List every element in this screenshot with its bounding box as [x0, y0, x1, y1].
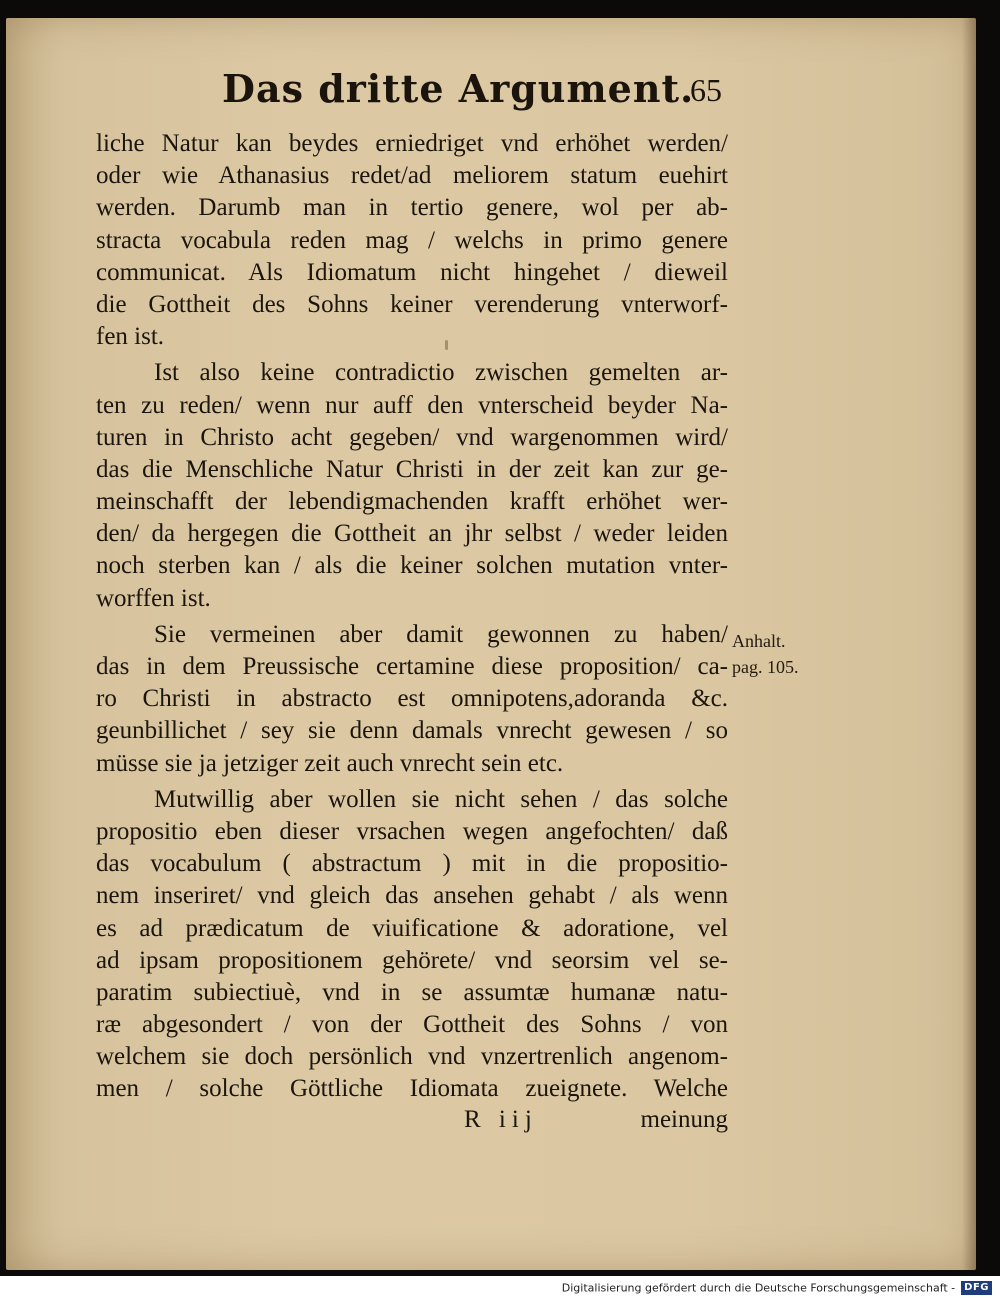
margin-note-page: pag. 105.	[732, 657, 799, 677]
text-line: communicat. Als Idiomatum nicht hingehet / dieweil	[96, 258, 728, 286]
text-line: nem inseriret/ vnd gleich das ansehen gehabt / als wenn	[96, 882, 728, 910]
text-line: den/ da hergegen die Gottheit an jhr selbst / weder leiden	[96, 520, 728, 548]
text-line: ten zu reden/ wenn nur auff den vnterscheid beyder Na-	[96, 391, 728, 419]
text-line: das die Menschliche Natur Christi in der zeit kan zur ge-	[96, 455, 728, 483]
text-line: ro Christi in abstracto est omnipotens,adoranda &c.	[96, 685, 728, 713]
text-line: meinschafft der lebendigmachenden krafft erhöhet wer-	[96, 488, 728, 516]
running-head-title: Das dritte Argument.	[222, 66, 695, 111]
text-line: liche Natur kan beydes erniedriget vnd erhöhet werden/	[96, 130, 728, 157]
margin-note	[732, 628, 832, 680]
body-text	[96, 128, 728, 1140]
running-head	[222, 66, 722, 116]
text-line: noch sterben kan / als die keiner solchen mutation vnter-	[96, 552, 728, 580]
signature-mark: R iij	[464, 1105, 538, 1133]
margin-note-source: Anhalt.	[732, 631, 786, 651]
paragraph-first-line: Ist also keine contradictio zwischen gemelten ar-	[154, 359, 728, 387]
text-line: turen in Christo acht gegeben/ vnd wargenommen wird/	[96, 423, 728, 451]
paragraph-first-line: Mutwillig aber wollen sie nicht sehen / das solche	[154, 785, 728, 813]
text-line: das vocabulum ( abstractum ) mit in die propositio-	[96, 850, 728, 878]
paragraph-first-line: Sie vermeinen aber damit gewonnen zu haben/	[154, 620, 728, 648]
text-line: die Gottheit des Sohns keiner verenderung vnterworf-	[96, 290, 728, 318]
page-number: 65	[690, 72, 722, 108]
page-gutter-shadow	[962, 18, 976, 1270]
text-line: geunbillichet / sey sie denn damals vnrecht gewesen / so	[96, 717, 728, 745]
page-foot	[96, 1106, 728, 1140]
text-line: propositio eben dieser vrsachen wegen angefochten/ daß	[96, 817, 728, 845]
text-line: es ad prædicatum de viuificatione & adoratione, vel	[96, 914, 728, 942]
text-line: oder wie Athanasius redet/ad meliorem statum euehirt	[96, 162, 728, 190]
text-line: ad ipsam propositionem gehörete/ vnd seorsim vel se-	[96, 946, 728, 974]
text-line: müsse sie ja jetziger zeit auch vnrecht sein etc.	[96, 749, 564, 777]
text-line: paratim subiectiuè, vnd in se assumtæ humanæ natu-	[96, 978, 728, 1006]
text-line: das in dem Preussische certamine diese proposition/ ca-	[96, 653, 728, 680]
text-line: stracta vocabula reden mag / welchs in primo genere	[96, 226, 728, 254]
catchword: meinung	[640, 1105, 728, 1133]
text-line: men / solche Göttliche Idiomata zueignete. Welche	[96, 1075, 728, 1103]
text-line: werden. Darumb man in tertio genere, wol per ab-	[96, 194, 728, 222]
text-line: fen ist.	[96, 323, 165, 351]
text-line: welchem sie doch persönlich vnd vnzertrenlich angenom-	[96, 1043, 728, 1071]
footer-credit	[0, 1281, 992, 1298]
dfg-logo: DFG	[961, 1281, 992, 1295]
text-line: ræ abgesondert / von der Gottheit des Sohns / von	[96, 1011, 728, 1039]
text-line: worffen ist.	[96, 584, 211, 612]
funding-credit-text: Digitalisierung gefördert durch die Deutsche Forschungsgemeinschaft -	[561, 1281, 956, 1295]
